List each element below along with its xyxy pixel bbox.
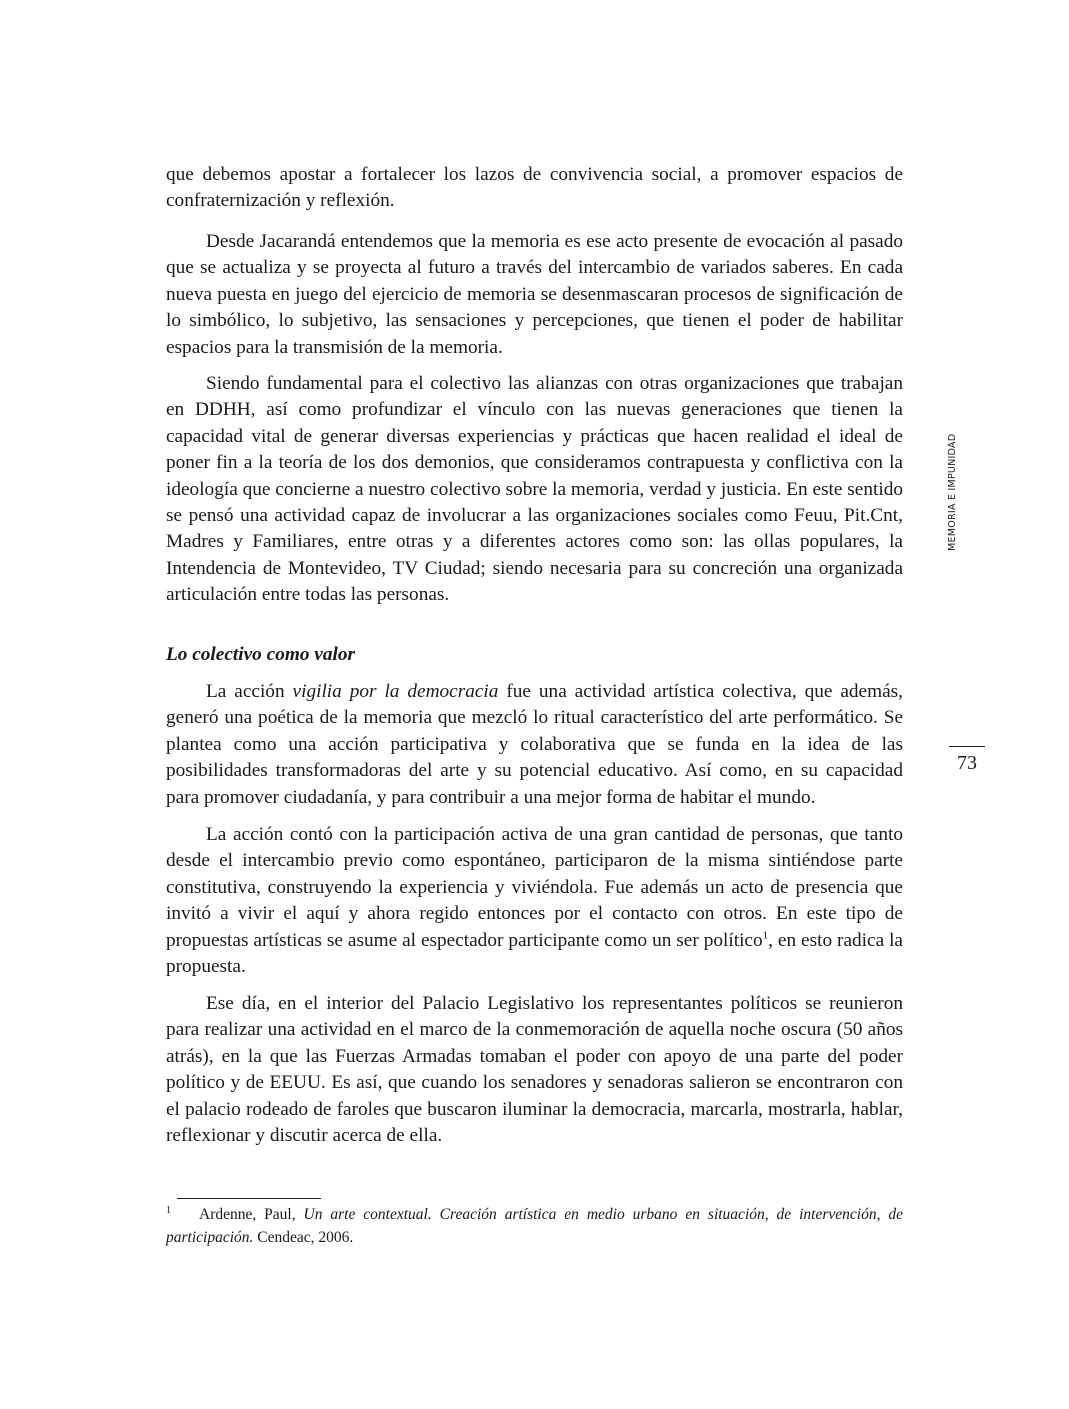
running-title: MEMORIA E IMPUNIDAD — [947, 433, 958, 552]
text-run: La acción contó con la participación activa de una gran cantidad de personas, que tanto desde el intercambio previo como espontáneo, participaron de la misma sintiéndose parte constitutiva, construyendo la experiencia y viviéndola. Fue además un acto de presencia que invitó a vivir el aquí y ahora regido entonces por el contacto con otros. En este tipo de propuestas artísticas se asume al espectador participante como un ser político — [166, 824, 903, 951]
paragraph-continuation — [166, 162, 903, 215]
paragraph-palacio — [166, 991, 903, 1149]
footnote-title: Un arte contextual. Creación artística en medio urbano en situación, de intervención, de participación. — [166, 1206, 904, 1246]
page-number-rule — [949, 746, 985, 747]
footnote-author: Ardenne, Paul, — [199, 1206, 304, 1223]
text-run: La acción — [206, 681, 293, 702]
footnote-publisher: Cendeac, 2006. — [253, 1229, 354, 1246]
italic-title: vigilia por la democracia — [292, 681, 499, 702]
paragraph-vigilia — [166, 679, 903, 811]
paragraph-jacaranda — [166, 229, 903, 361]
footnote-reference[interactable]: 1 — [762, 929, 769, 942]
paragraph-text: Siendo fundamental para el colectivo las alianzas con otras organizaciones que trabajan en DDHH, así como profundizar el vínculo con las nuevas generaciones que tienen la capacidad vital de generar diversas experiencias y prácticas que hacen realidad el ideal de poner fin a la teoría de los dos demonios, que consideramos contrapuesta y conflictiva con la ideología que concierne a nuestro colectivo sobre la memoria, verdad y justicia. En este sentido se pensó una actividad capaz de involucrar a las organizaciones sociales como Feuu, Pit.Cnt, Madres y Familiares, entre otras y a diferentes actores como son: las ollas populares, la Intendencia de Montevideo, TV Ciudad; siendo necesaria para su concreción una organizada articulación entre todas las personas. — [166, 373, 903, 606]
paragraph-participation — [166, 822, 903, 980]
section-heading: Lo colectivo como valor — [166, 644, 355, 665]
footnote-divider — [177, 1198, 321, 1199]
footnote: 1 Ardenne, Paul, Un arte contextual. Creación artística en medio urbano en situación, de intervención, de participación. Cendeac, 2006. — [166, 1204, 904, 1246]
paragraph-text — [166, 679, 903, 811]
paragraph-text — [166, 822, 903, 980]
paragraph-text: Desde Jacarandá entendemos que la memoria es ese acto presente de evocación al pasado que se actualiza y se proyecta al futuro a través del intercambio de variados saberes. En cada nueva puesta en juego del ejercicio de memoria se desenmascaran procesos de significación de lo simbólico, lo subjetivo, las sensaciones y percepciones, que tienen el poder de habilitar espacios para la transmisión de la memoria. — [166, 231, 903, 358]
paragraph-text: que debemos apostar a fortalecer los lazos de convivencia social, a promover espacios de confraternización y reflexión. — [166, 164, 903, 212]
text-run: , en esto radica la propuesta. — [166, 929, 903, 978]
page-number: 73 — [957, 752, 977, 774]
paragraph-alliances — [166, 371, 903, 609]
paragraph-text: Ese día, en el interior del Palacio Legislativo los representantes políticos se reunieron para realizar una actividad en el marco de la conmemoración de aquella noche oscura (50 años atrás), en la que las Fuerzas Armadas tomaban el poder con apoyo de una parte del poder político y de EEUU. Es así, que cuando los senadores y senadoras salieron se encontraron con el palacio rodeado de faroles que buscaron iluminar la democracia, marcarla, mostrarla, hablar, reflexionar y discutir acerca de ella. — [166, 993, 903, 1147]
text-run: fue una actividad artística colectiva, que además, generó una poética de la memoria que mezcló lo ritual característico del arte performático. Se plantea como una acción participativa y colaborativa que se funda en la idea de las posibilidades transformadoras del arte y su potencial educativo. Así como, en su capacidad para promover ciudadanía, y para contribuir a una mejor forma de habitar el mundo. — [166, 681, 903, 808]
